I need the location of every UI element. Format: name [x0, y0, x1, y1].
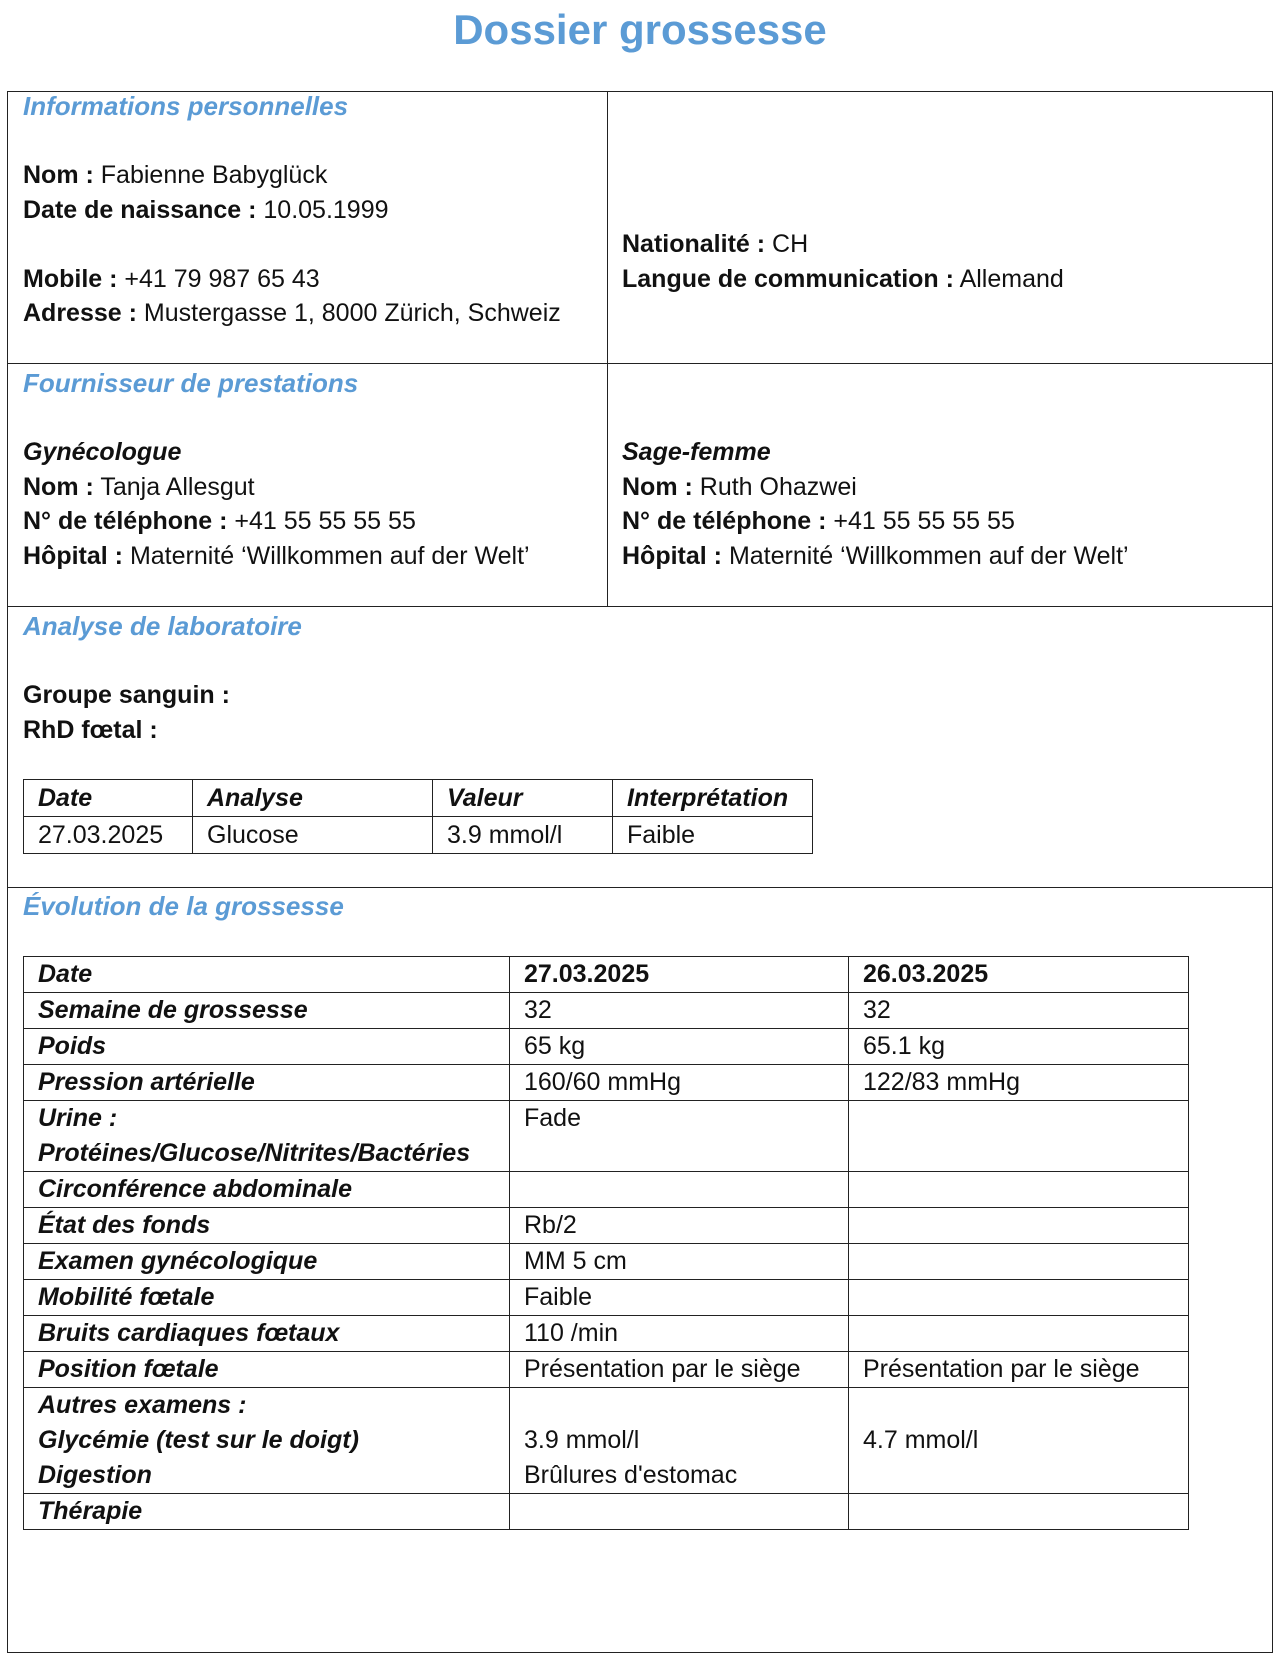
midwife-hospital: Hôpital : Maternité ‘Willkommen auf der Welt’ [622, 542, 1129, 570]
row-label: Mobilité fœtale [24, 1280, 510, 1316]
cell-visit-1: Rb/2 [510, 1208, 849, 1244]
document-title: Dossier grossesse [453, 6, 827, 53]
cell-visit-2 [849, 1280, 1189, 1316]
table-row [24, 1352, 1189, 1388]
evolution-table [23, 956, 1189, 1530]
row-label: Poids [24, 1029, 510, 1065]
lab-header-interpretation: Interprétation [613, 780, 813, 817]
lab-table [23, 779, 813, 854]
row-label: Pression artérielle [24, 1065, 510, 1101]
patient-mobile: Mobile : +41 79 987 65 43 [23, 265, 320, 293]
row-label: Bruits cardiaques fœtaux [24, 1316, 510, 1352]
gynecologist-phone: N° de téléphone : +41 55 55 55 55 [23, 507, 416, 535]
cell-visit-2: 32 [849, 993, 1189, 1029]
table-row [24, 1065, 1189, 1101]
patient-address: Adresse : Mustergasse 1, 8000 Zürich, Schweiz [23, 299, 561, 327]
row-label-line: Autres examens : [38, 1391, 247, 1419]
row-label-line: Digestion [38, 1461, 152, 1489]
cell-visit-2 [849, 1101, 1189, 1172]
cell-visit-1: Faible [510, 1280, 849, 1316]
cell-visit-2 [849, 1172, 1189, 1208]
lab-table-header [24, 780, 813, 817]
row-label: Circonférence abdominale [24, 1172, 510, 1208]
cell-visit-2 [849, 1494, 1189, 1530]
table-row [24, 1172, 1189, 1208]
divider-personal [7, 363, 1273, 364]
row-label: Thérapie [24, 1494, 510, 1530]
patient-name: Nom : Fabienne Babyglück [23, 161, 328, 189]
cell-line: Brûlures d'estomac [524, 1461, 738, 1489]
cell-visit-1: Présentation par le siège [510, 1352, 849, 1388]
section-title-personal: Informations personnelles [23, 91, 349, 121]
cell-visit-1: 160/60 mmHg [510, 1065, 849, 1101]
midwife-phone: N° de téléphone : +41 55 55 55 55 [622, 507, 1015, 535]
row-label: Examen gynécologique [24, 1244, 510, 1280]
midwife-role: Sage-femme [622, 438, 771, 466]
lab-header-analysis: Analyse [193, 780, 433, 817]
patient-nationality: Nationalité : CH [622, 230, 809, 258]
evolution-header-visit-1: 27.03.2025 [510, 957, 849, 993]
lab-cell-interpretation: Faible [613, 817, 813, 854]
lab-cell-date: 27.03.2025 [24, 817, 193, 854]
cell-visit-2: 65.1 kg [849, 1029, 1189, 1065]
cell-visit-1: 65 kg [510, 1029, 849, 1065]
cell-visit-1 [510, 1494, 849, 1530]
evolution-header-row [24, 957, 1189, 993]
row-label [24, 1101, 510, 1172]
cell-visit-2 [849, 1388, 1189, 1494]
table-row [24, 1280, 1189, 1316]
table-row [24, 1244, 1189, 1280]
lab-cell-value: 3.9 mmol/l [433, 817, 613, 854]
row-label: État des fonds [24, 1208, 510, 1244]
cell-visit-2 [849, 1208, 1189, 1244]
row-label-line: Urine : [38, 1104, 118, 1132]
evolution-header-visit-2: 26.03.2025 [849, 957, 1189, 993]
lab-header-value: Valeur [433, 780, 613, 817]
cell-visit-1: 110 /min [510, 1316, 849, 1352]
patient-dob: Date de naissance : 10.05.1999 [23, 196, 389, 224]
row-label-line: Glycémie (test sur le doigt) [38, 1426, 359, 1454]
cell-visit-2 [849, 1316, 1189, 1352]
row-label: Semaine de grossesse [24, 993, 510, 1029]
gynecologist-role: Gynécologue [23, 438, 182, 466]
table-row [24, 1208, 1189, 1244]
table-row [24, 1494, 1189, 1530]
cell-visit-1: Fade [510, 1101, 849, 1172]
row-label: Position fœtale [24, 1352, 510, 1388]
patient-language: Langue de communication : Allemand [622, 265, 1064, 293]
section-title-providers: Fournisseur de prestations [23, 368, 359, 398]
cell-visit-2: 122/83 mmHg [849, 1065, 1189, 1101]
cell-line: 3.9 mmol/l [524, 1426, 640, 1454]
evolution-header-date: Date [24, 957, 510, 993]
cell-visit-2 [849, 1244, 1189, 1280]
divider-lab [7, 887, 1273, 888]
section-title-lab: Analyse de laboratoire [23, 611, 302, 641]
gynecologist-hospital: Hôpital : Maternité ‘Willkommen auf der Welt’ [23, 542, 530, 570]
divider-providers [7, 606, 1273, 607]
midwife-name: Nom : Ruth Ohazwei [622, 473, 857, 501]
lab-cell-analysis: Glucose [193, 817, 433, 854]
rhd-fetal: RhD fœtal : [23, 716, 158, 744]
table-row [24, 993, 1189, 1029]
row-label [24, 1388, 510, 1494]
row-label-line: Protéines/Glucose/Nitrites/Bactéries [38, 1139, 471, 1167]
gynecologist-name: Nom : Tanja Allesgut [23, 473, 255, 501]
section-title-evolution: Évolution de la grossesse [23, 891, 344, 921]
cell-visit-1 [510, 1388, 849, 1494]
cell-line: 4.7 mmol/l [863, 1426, 979, 1454]
blood-group: Groupe sanguin : [23, 681, 230, 709]
table-row [24, 1388, 1189, 1494]
table-row [24, 1101, 1189, 1172]
table-row [24, 817, 813, 854]
lab-header-date: Date [24, 780, 193, 817]
cell-visit-1 [510, 1172, 849, 1208]
table-row [24, 1029, 1189, 1065]
cell-visit-1: 32 [510, 993, 849, 1029]
cell-visit-2: Présentation par le siège [849, 1352, 1189, 1388]
column-divider [607, 91, 608, 607]
cell-visit-1: MM 5 cm [510, 1244, 849, 1280]
table-row [24, 1316, 1189, 1352]
